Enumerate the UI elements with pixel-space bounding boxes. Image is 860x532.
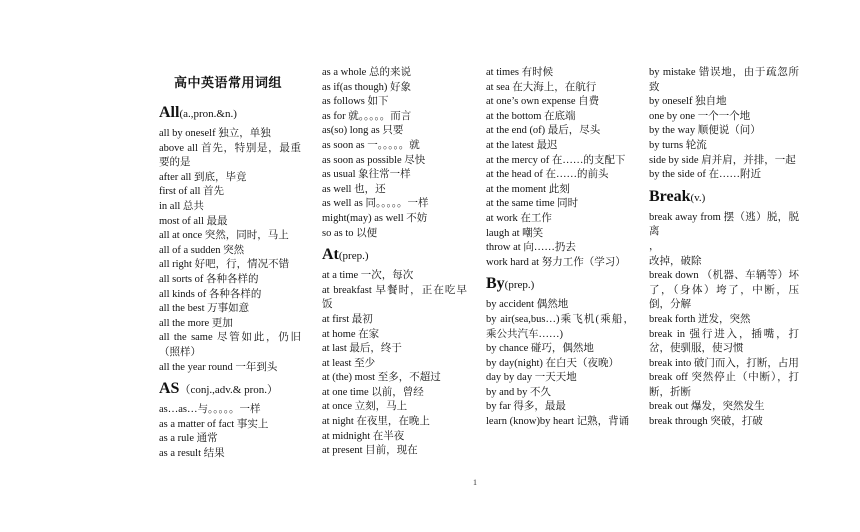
phrase-entry: side by side 肩并肩，并排，一起 bbox=[649, 154, 796, 166]
phrase-entry: at the bottom 在底端 bbox=[486, 110, 576, 122]
phrase-entry: break forth 迸发，突然 bbox=[649, 313, 751, 325]
phrase-entry: break away from 摆（逃）脱，脱离 bbox=[649, 211, 799, 238]
section-heading-word: Break bbox=[649, 187, 691, 205]
section-heading bbox=[159, 378, 301, 401]
phrase-entry: at one’s own expense 自费 bbox=[486, 96, 600, 108]
phrase-entry: all the year round 一年到头 bbox=[159, 361, 278, 373]
phrase-entry: all of a sudden 突然 bbox=[159, 244, 245, 256]
phrase-entry: all at once 突然，同时，马上 bbox=[159, 230, 289, 242]
section-heading bbox=[486, 273, 634, 296]
phrase-entry: all right 好吧，行，情况不错 bbox=[159, 259, 290, 271]
phrase-entry: all the more 更加 bbox=[159, 317, 233, 329]
phrase-entry: at first 最初 bbox=[322, 313, 373, 325]
phrase-entry: by far 得多，最最 bbox=[486, 401, 566, 413]
section-heading-word: By bbox=[486, 275, 505, 293]
phrase-entry: by turns 轮流 bbox=[649, 139, 707, 151]
section-heading bbox=[159, 102, 301, 125]
phrase-entry: as…as…与。。。。。一样 bbox=[159, 404, 261, 416]
phrase-entry: at once 立刻，马上 bbox=[322, 401, 408, 413]
section-heading-word: All bbox=[159, 104, 180, 121]
phrase-entry: as a matter of fact 事实上 bbox=[159, 418, 269, 430]
column-1 bbox=[159, 99, 301, 461]
phrase-entry: might(may) as well 不妨 bbox=[322, 212, 428, 224]
phrase-entry: at the same time 同时 bbox=[486, 198, 579, 210]
phrase-entry: as usual 象往常一样 bbox=[322, 169, 411, 181]
phrase-entry: one by one 一个一个地 bbox=[649, 110, 751, 122]
phrase-entry: so as to 以便 bbox=[322, 227, 378, 239]
phrase-entry: above all 首先，特别是，最重要的是 bbox=[159, 142, 301, 169]
phrase-entry: at the head of 在……的前头 bbox=[486, 169, 609, 181]
phrase-entry: at midnight 在半夜 bbox=[322, 430, 405, 442]
phrase-entry: at present 目前，现在 bbox=[322, 445, 418, 457]
phrase-entry: at the mercy of 在……的支配下 bbox=[486, 154, 626, 166]
phrase-entry: as soon as possible 尽快 bbox=[322, 154, 426, 166]
phrase-entry: ， bbox=[649, 240, 660, 252]
phrase-entry: by day(night) 在白天（夜晚） bbox=[486, 357, 619, 369]
phrase-entry: as(so) long as 只要 bbox=[322, 125, 404, 137]
phrase-entry: as soon as 一。。。。。就 bbox=[322, 139, 420, 151]
phrase-entry: all by oneself 独立，单独 bbox=[159, 128, 271, 139]
phrase-entry: at the moment 此刻 bbox=[486, 183, 570, 195]
phrase-entry: as a result 结果 bbox=[159, 447, 225, 459]
phrase-entry: by accident 偶然地 bbox=[486, 299, 569, 311]
phrase-entry: at sea 在大海上，在航行 bbox=[486, 81, 597, 93]
section-heading-word: AS bbox=[159, 380, 180, 398]
section-heading-pos: （conj.,adv.& pron.） bbox=[179, 384, 279, 397]
phrase-entry: break off 突然停止（中断），打断，折断 bbox=[649, 372, 799, 398]
phrase-entry: laugh at 嘲笑 bbox=[486, 227, 544, 239]
phrase-entry: at breakfast 早餐时，正在吃早饭 bbox=[322, 284, 467, 311]
phrase-entry: all sorts of 各种各样的 bbox=[159, 273, 259, 285]
phrase-entry: break down （机器、车辆等）坏了，（身体）垮了，中断，压倒，分解 bbox=[649, 270, 799, 311]
phrase-entry: as well 也，还 bbox=[322, 183, 386, 195]
phrase-entry: break in 强行进入，插嘴，打岔，使驯服，使习惯 bbox=[649, 328, 799, 355]
section-heading bbox=[649, 186, 799, 209]
phrase-entry: as well as 同。。。。。一样 bbox=[322, 198, 429, 210]
phrase-entry: at night 在夜里，在晚上 bbox=[322, 416, 430, 428]
column-3 bbox=[486, 66, 634, 430]
phrase-entry: at last 最后，终于 bbox=[322, 343, 402, 355]
phrase-entry: by mistake 错误地，由于疏忽所致 bbox=[649, 67, 799, 93]
phrase-entry: at the end (of) 最后，尽头 bbox=[486, 125, 601, 137]
section-heading-word: At bbox=[322, 246, 339, 264]
phrase-entry: as a rule 通常 bbox=[159, 433, 218, 445]
phrase-entry: all the best 万事如意 bbox=[159, 303, 250, 315]
phrase-entry: 改掉，破除 bbox=[649, 255, 702, 267]
phrase-entry: at a time 一次，每次 bbox=[322, 270, 414, 282]
phrase-entry: as if(as though) 好象 bbox=[322, 81, 411, 93]
phrase-entry: after all 到底，毕竟 bbox=[159, 171, 247, 183]
phrase-entry: by chance 碰巧，偶然地 bbox=[486, 343, 594, 355]
section-heading-pos: (v.) bbox=[690, 191, 706, 204]
phrase-entry: break through 突破，打破 bbox=[649, 416, 763, 428]
phrase-entry: at (the) most 至多，不超过 bbox=[322, 372, 441, 384]
phrase-entry: in all 总共 bbox=[159, 200, 204, 212]
section-heading-pos: (prep.) bbox=[504, 279, 535, 292]
section-heading-pos: (prep.) bbox=[338, 250, 369, 263]
phrase-entry: as a whole 总的来说 bbox=[322, 67, 411, 78]
page-title: 高中英语常用词组 bbox=[174, 76, 283, 91]
phrase-entry: all kinds of 各种各样的 bbox=[159, 288, 262, 300]
phrase-entry: at least 至少 bbox=[322, 357, 376, 369]
phrase-entry: first of all 首先 bbox=[159, 186, 225, 198]
phrase-entry: by the way 顺便说（问） bbox=[649, 125, 761, 137]
phrase-entry: by oneself 独自地 bbox=[649, 96, 727, 108]
phrase-entry: at times 有时候 bbox=[486, 67, 554, 78]
phrase-entry: day by day 一天天地 bbox=[486, 372, 577, 384]
phrase-entry: throw at 向……扔去 bbox=[486, 242, 576, 254]
phrase-entry: most of all 最最 bbox=[159, 215, 228, 227]
section-heading bbox=[322, 244, 467, 267]
column-4 bbox=[649, 66, 799, 430]
phrase-entry: at home 在家 bbox=[322, 328, 380, 340]
phrase-entry: as for 就。。。。。而言 bbox=[322, 110, 412, 122]
phrase-entry: by the side of 在……附近 bbox=[649, 169, 761, 181]
phrase-entry: work hard at 努力工作（学习） bbox=[486, 256, 626, 268]
column-2 bbox=[322, 66, 467, 459]
phrase-entry: learn (know)by heart 记熟，背诵 bbox=[486, 416, 630, 428]
section-heading-pos: (a.,pron.&n.) bbox=[179, 108, 237, 120]
phrase-entry: break into 破门而入，打断，占用 bbox=[649, 357, 799, 369]
phrase-entry: by and by 不久 bbox=[486, 386, 552, 398]
phrase-entry: break out 爆发，突然发生 bbox=[649, 401, 765, 413]
phrase-entry: at the latest 最迟 bbox=[486, 139, 558, 151]
phrase-entry: as follows 如下 bbox=[322, 96, 389, 108]
phrase-entry: by air(sea,bus…)乘飞机(乘船，乘公共汽车……) bbox=[486, 313, 634, 340]
phrase-entry: at one time 以前，曾经 bbox=[322, 386, 424, 398]
phrase-entry: all the same 尽管如此，仍旧（照样） bbox=[159, 332, 301, 358]
page-number: 1 bbox=[473, 478, 477, 487]
phrase-entry: at work 在工作 bbox=[486, 212, 552, 224]
